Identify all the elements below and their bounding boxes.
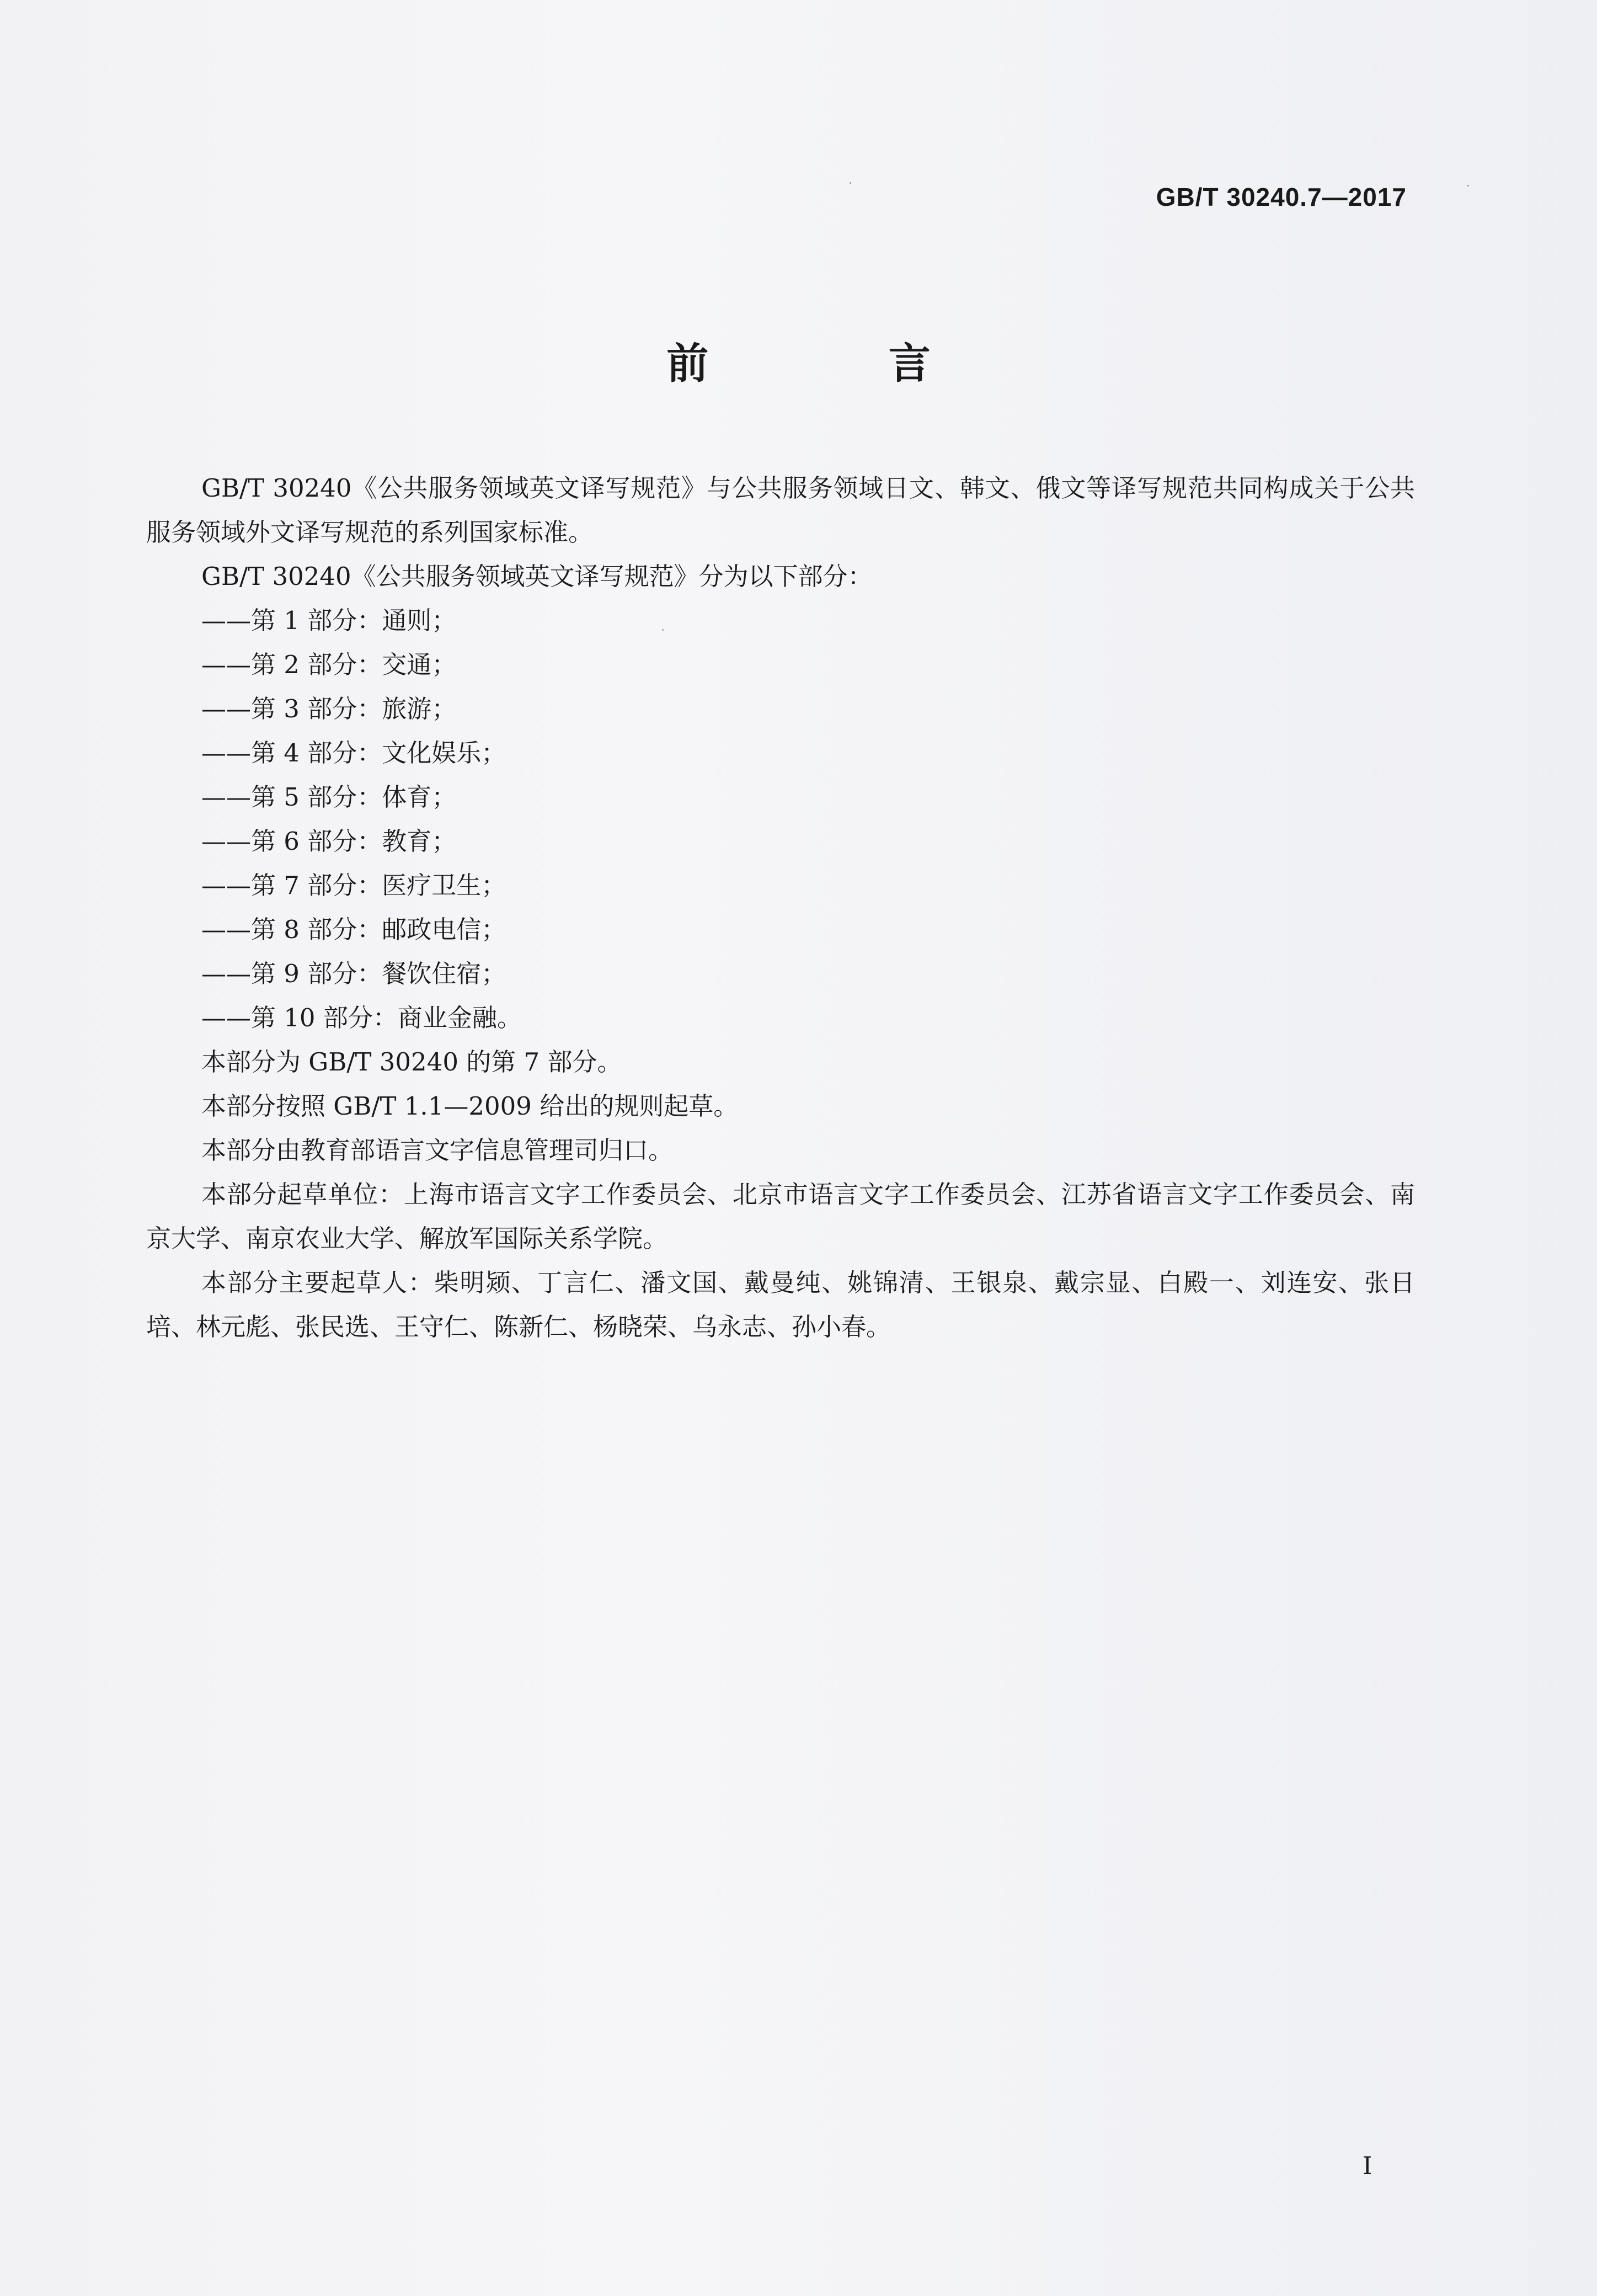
list-item: ——第 9 部分：餐饮住宿； [201, 959, 506, 988]
standard-code: GB/T 30240.7—2017 [1156, 183, 1407, 211]
drafting-units-paragraph: 本部分起草单位：上海市语言文字工作委员会、北京市语言文字工作委员会、江苏省语言文字工作委员会、南京大学、南京农业大学、解放军国际关系学院。 [146, 1180, 1415, 1253]
document-body [146, 466, 1415, 1349]
list-item: ——第 7 部分：医疗卫生； [201, 871, 506, 900]
scan-speck [1467, 185, 1469, 187]
list-item: ——第 1 部分：通则； [201, 606, 457, 635]
list-item: ——第 10 部分：商业金融。 [201, 1003, 522, 1032]
drafters-paragraph: 本部分主要起草人：柴明颎、丁言仁、潘文国、戴曼纯、姚锦清、王银泉、戴宗显、白殿一、刘连安、张日培、林元彪、张民选、王守仁、陈新仁、杨晓荣、乌永志、孙小春。 [146, 1268, 1415, 1341]
list-item: ——第 6 部分：教育； [201, 827, 457, 856]
closing-paragraph-1: 本部分为 GB/T 30240 的第 7 部分。 [201, 1047, 622, 1077]
list-item: ——第 3 部分：旅游； [201, 694, 457, 723]
scan-speck [850, 182, 851, 184]
list-item: ——第 4 部分：文化娱乐； [201, 738, 506, 768]
list-item: ——第 2 部分：交通； [201, 650, 457, 679]
scan-speck [662, 629, 664, 631]
closing-paragraph-3: 本部分由教育部语言文字信息管理司归口。 [201, 1136, 674, 1165]
parts-list [146, 599, 1415, 1040]
page-number: I [1363, 2152, 1372, 2180]
intro-paragraph-2: GB/T 30240《公共服务领域英文译写规范》分为以下部分： [201, 562, 873, 591]
closing-paragraph-2: 本部分按照 GB/T 1.1—2009 给出的规则起草。 [201, 1091, 739, 1121]
intro-paragraph-1: GB/T 30240《公共服务领域英文译写规范》与公共服务领域日文、韩文、俄文等译写规范共同构成关于公共服务领域外文译写规范的系列国家标准。 [146, 473, 1415, 547]
page-title: 前 言 [666, 339, 1013, 388]
list-item: ——第 5 部分：体育； [201, 782, 457, 812]
list-item: ——第 8 部分：邮政电信； [201, 915, 506, 944]
